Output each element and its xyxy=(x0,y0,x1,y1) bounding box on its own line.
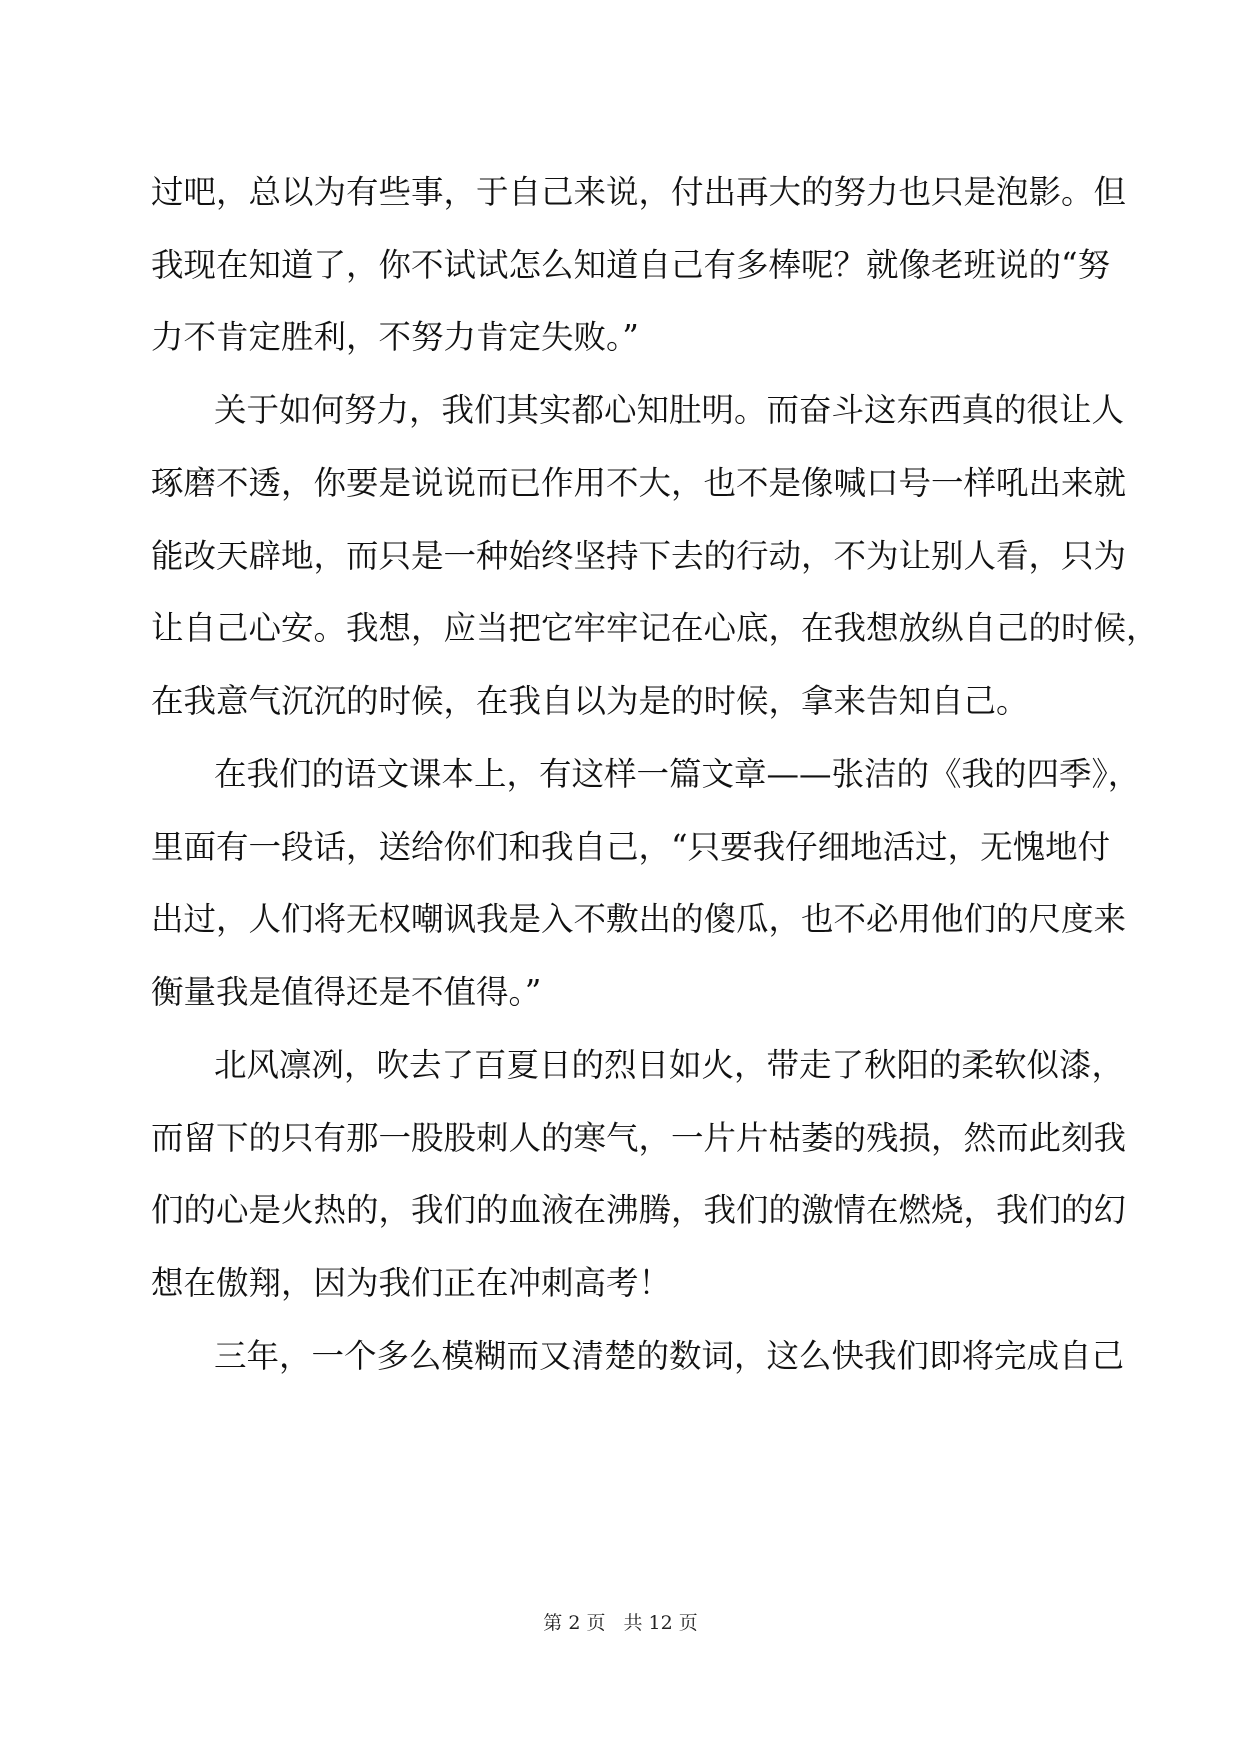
text-line: 衡量我是值得还是不值得。” xyxy=(151,973,542,1011)
paragraph-first-line: 北风凛冽，吹去了百夏日的烈日如火，带走了秋阳的柔软似漆， xyxy=(214,1046,1125,1084)
text-line: 我现在知道了，你不试试怎么知道自己有多棒呢？就像老班说的“努 xyxy=(151,246,1111,284)
text-line: 力不肯定胜利，不努力肯定失败。” xyxy=(151,318,639,356)
text-line: 在我意气沉沉的时候，在我自以为是的时候，拿来告知自己。 xyxy=(151,682,1029,720)
paragraph-first-line: 三年，一个多么模糊而又清楚的数词，这么快我们即将完成自己 xyxy=(214,1337,1125,1375)
text-line: 让自己心安。我想，应当把它牢牢记在心底，在我想放纵自己的时候， xyxy=(151,609,1159,647)
page-total: 共 12 页 xyxy=(623,1612,698,1634)
paragraph-first-line: 关于如何努力，我们其实都心知肚明。而奋斗这东西真的很让人 xyxy=(214,391,1125,429)
text-line: 出过，人们将无权嘲讽我是入不敷出的傻瓜，也不必用他们的尺度来 xyxy=(151,900,1127,938)
page-footer xyxy=(0,1608,1241,1638)
text-line: 能改天辟地，而只是一种始终坚持下去的行动，不为让别人看，只为 xyxy=(151,537,1127,575)
text-line: 想在傲翔，因为我们正在冲刺高考！ xyxy=(151,1264,672,1302)
text-line: 而留下的只有那一股股刺人的寒气，一片片枯萎的残损，然而此刻我 xyxy=(151,1119,1127,1157)
text-line: 里面有一段话，送给你们和我自己，“只要我仔细地活过，无愧地付 xyxy=(151,828,1111,866)
paragraph-first-line: 在我们的语文课本上，有这样一篇文章——张洁的《我的四季》， xyxy=(214,755,1141,793)
text-line: 过吧，总以为有些事，于自己来说，付出再大的努力也只是泡影。但 xyxy=(151,173,1127,211)
text-line: 们的心是火热的，我们的血液在沸腾，我们的激情在燃烧，我们的幻 xyxy=(151,1191,1127,1229)
page-number: 第 2 页 xyxy=(543,1612,606,1634)
text-line: 琢磨不透，你要是说说而已作用不大，也不是像喊口号一样吼出来就 xyxy=(151,464,1127,502)
